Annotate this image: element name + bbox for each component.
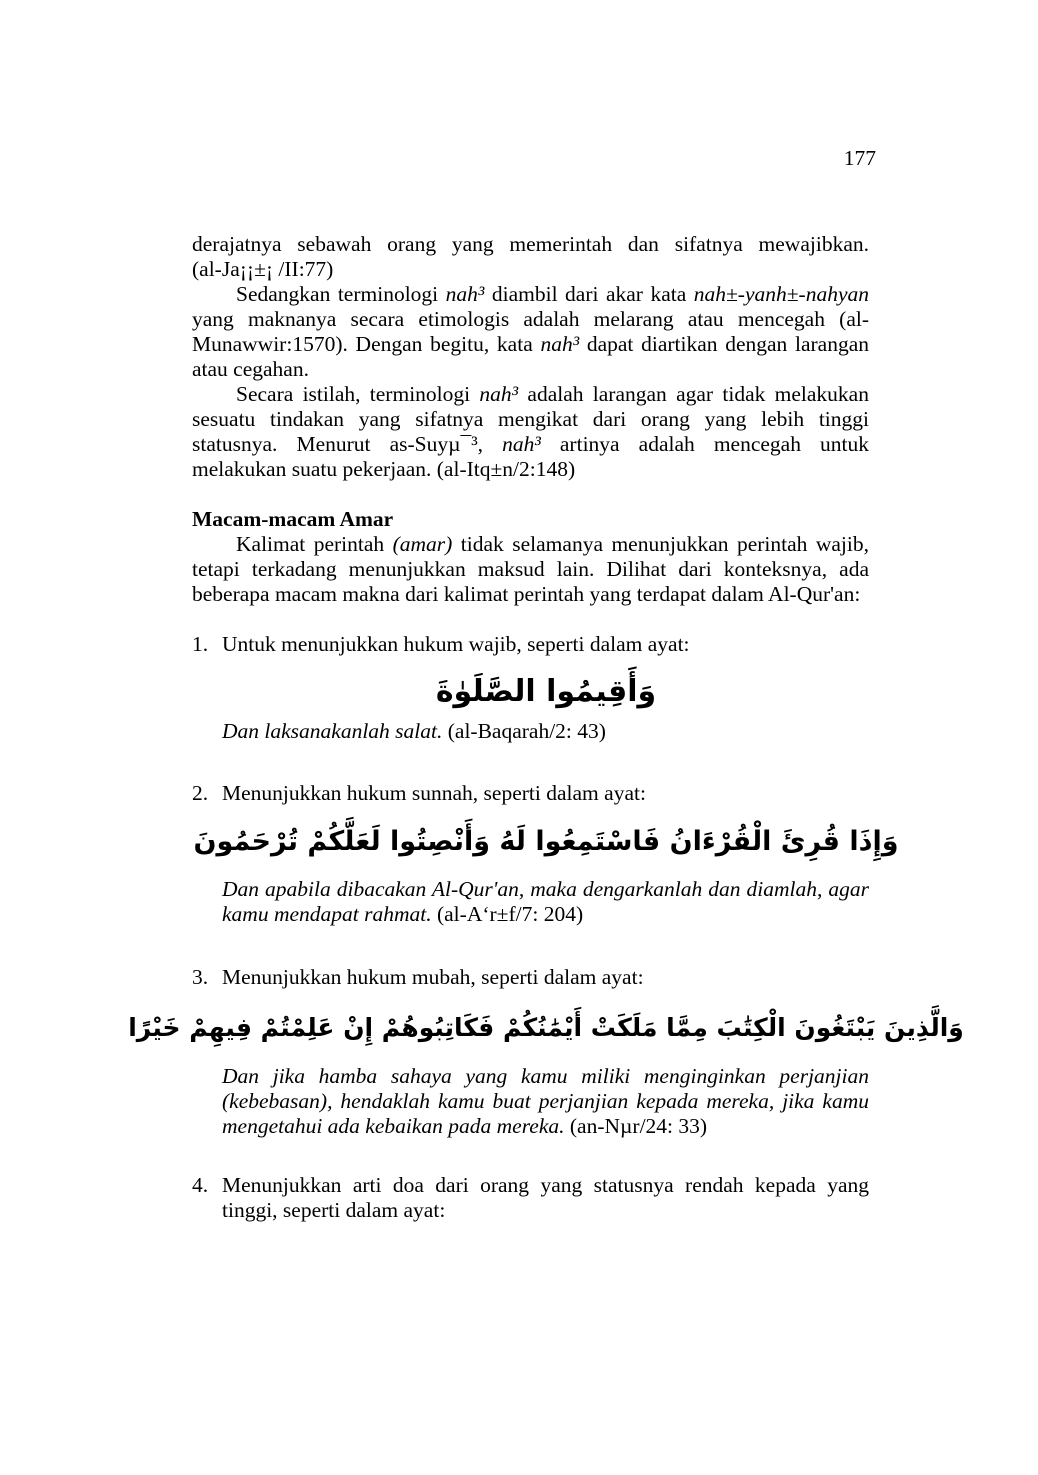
arabic-verse xyxy=(127,1000,964,1052)
paragraph-istilah xyxy=(192,382,869,482)
arabic-verse-image xyxy=(127,1000,964,1052)
text-run: dapat diartikan dengan larangan atau cegahan. xyxy=(192,332,870,381)
verse-reference: (al-A‘r±f/7: 204) xyxy=(431,902,584,926)
page-content xyxy=(127,232,964,1223)
list-item-text: Menunjukkan hukum mubah, seperti dalam ayat: xyxy=(222,965,644,989)
text-run: Sedangkan terminologi xyxy=(236,282,446,306)
text-run: adalah larangan agar tidak melakukan sesuatu tindakan yang sifatnya mengikat dari orang yang lebih tinggi statusnya. Menurut as-Suyµ¯³, xyxy=(192,382,869,456)
term: nah³ xyxy=(445,282,485,306)
text-run: tidak selamanya menunjukkan perintah wajib, tetapi terkadang menunjukkan maksud lain. Dilihat dari konteksnya, ada beberapa macam makna dari kalimat perintah yang terdapat dalam Al-Qur'an: xyxy=(192,532,869,606)
arabic-verse-image xyxy=(192,814,899,866)
list-item-text: Menunjukkan hukum sunnah, seperti dalam ayat: xyxy=(222,781,646,805)
text-run: artinya adalah mencegah untuk melakukan suatu pekerjaan. (al-Itq±n/2:148) xyxy=(192,432,869,481)
arabic-verse xyxy=(222,665,869,717)
arabic-verse xyxy=(192,814,899,866)
verse-translation xyxy=(222,719,869,744)
term: nah³ xyxy=(502,432,541,456)
paragraph-terminology xyxy=(192,282,869,382)
text-run: yang maknanya secara etimologis adalah melarang atau mencegah (al-Munawwir:1570). Dengan begitu, kata xyxy=(192,307,869,356)
translation-text: Dan jika hamba sahaya yang kamu miliki menginginkan perjanjian (kebebasan), hendaklah kamu buat perjanjian kepada mereka, jika kamu mengetahui ada kebaikan pada mereka. xyxy=(222,1064,869,1138)
term: (amar) xyxy=(392,532,453,556)
list-item xyxy=(192,632,869,744)
text-run: Secara istilah, terminologi xyxy=(236,382,480,406)
list-item xyxy=(192,1173,869,1223)
term: nah³ xyxy=(479,382,519,406)
verse-translation xyxy=(222,877,869,927)
text-run: diambil dari akar kata xyxy=(484,282,694,306)
arabic-verse-text: وَالَّذِينَ يَبْتَغُونَ الْكِتَٰبَ مِمَّا مَلَكَتْ أَيْمَٰنُكُمْ فَكَاتِبُوهُمْ إِنْ عَلِمْتُمْ فِيهِمْ خَيْرًا xyxy=(127,1013,964,1042)
list-item-number: 3. xyxy=(192,965,209,989)
translation-text: Dan laksanakanlah salat. xyxy=(222,719,443,743)
section-heading: Macam-macam Amar xyxy=(192,507,394,531)
paragraph-line: derajatnya sebawah orang yang memerintah dan sifatnya mewajibkan. xyxy=(192,232,869,256)
arabic-verse-image xyxy=(396,665,696,717)
citation: (al-Ja¡¡±¡ /II:77) xyxy=(192,257,334,281)
text-run: Kalimat perintah xyxy=(236,532,393,556)
list-item xyxy=(192,781,899,927)
arabic-verse-text: وَأَقِيمُوا الصَّلَوٰةَ xyxy=(435,674,656,709)
list-item xyxy=(127,965,964,1139)
verse-translation xyxy=(222,1064,869,1139)
list-item-number: 2. xyxy=(192,781,209,805)
paragraph-continuation xyxy=(192,232,869,282)
arabic-verse-text: وَإِذَا قُرِئَ الْقُرْءَانُ فَاسْتَمِعُوا لَهُ وَأَنْصِتُوا لَعَلَّكُمْ تُرْحَمُونَ xyxy=(192,826,899,857)
term: nah±-yanh±-nahyan xyxy=(693,282,870,306)
page-number: 177 xyxy=(843,146,876,170)
verse-reference: (an-Nµr/24: 33) xyxy=(564,1114,708,1138)
list-item-text: Menunjukkan arti doa dari orang yang statusnya rendah kepada yang tinggi, seperti dalam ayat: xyxy=(222,1173,869,1222)
list-item-number: 4. xyxy=(192,1173,209,1197)
verse-reference: (al-Baqarah/2: 43) xyxy=(442,719,606,743)
paragraph-amar xyxy=(192,532,869,607)
translation-text: Dan apabila dibacakan Al-Qur'an, maka dengarkanlah dan diamlah, agar kamu mendapat rahmat. xyxy=(222,877,869,926)
list-item-text: Untuk menunjukkan hukum wajib, seperti dalam ayat: xyxy=(222,632,690,656)
list-item-number: 1. xyxy=(192,632,209,656)
term: nah³ xyxy=(540,332,580,356)
